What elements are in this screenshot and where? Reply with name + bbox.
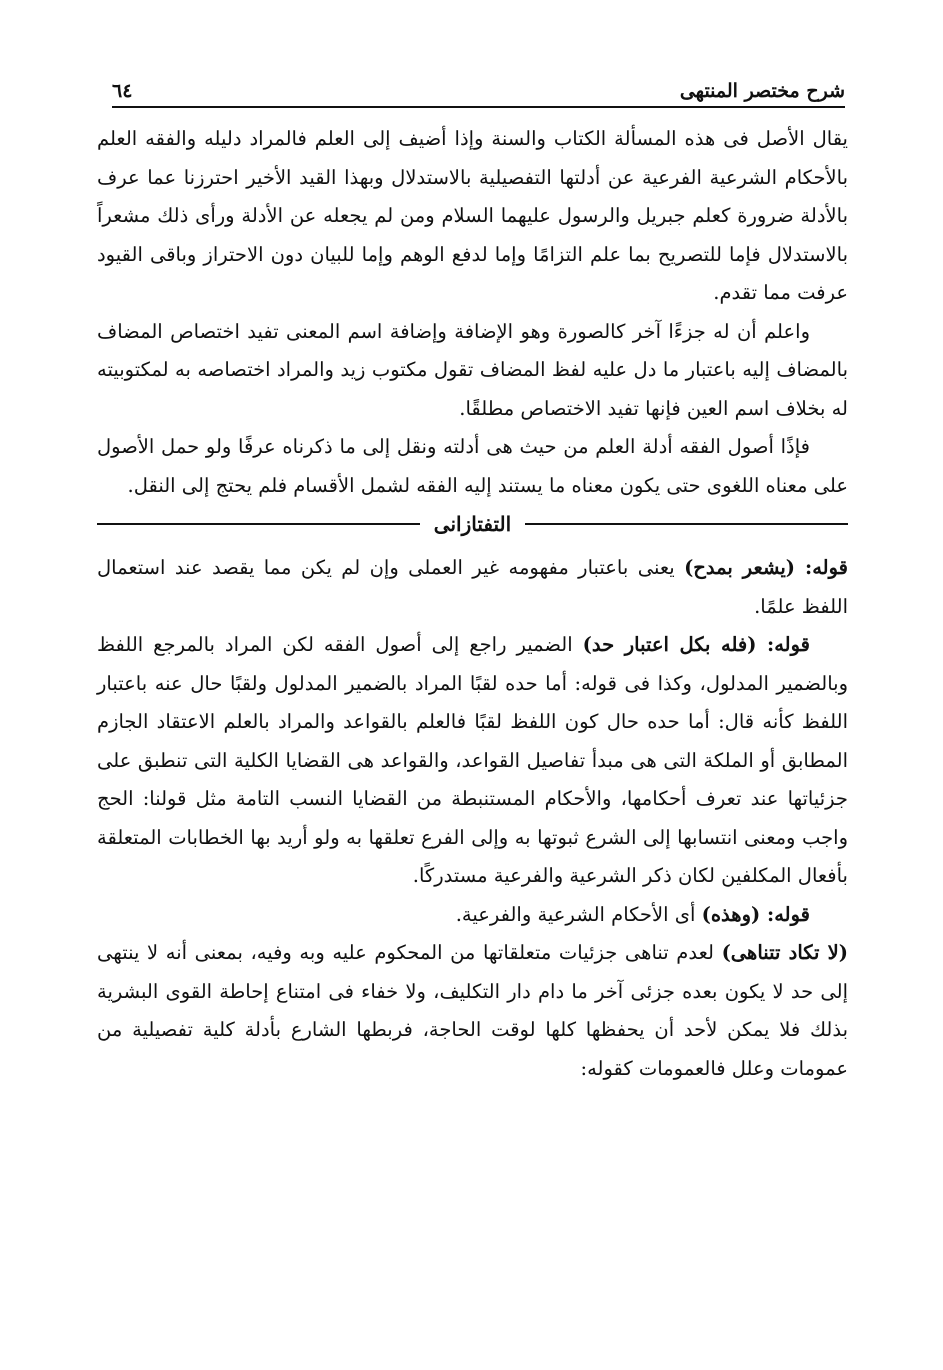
commentary-lead: (لا تكاد تتناهى) — [721, 941, 848, 964]
main-paragraph: فإذًا أصول الفقه أدلة العلم من حيث هى أدلته ونقل إلى ما ذكرناه عرفًا ولو حمل الأصول على معناه اللغوى حتى يكون معناه ما يستند إليه الفقه لشمل الأقسام فلم يحتج إلى النقل. — [97, 435, 848, 497]
commentary-lead: قوله: (فله بكل اعتبار حد) — [582, 633, 810, 656]
commentary-lead: قوله: (وهذه) — [701, 902, 810, 926]
commentary-paragraph — [97, 626, 848, 896]
commentary-text: يعنى باعتبار مفهومه غير العملى وإن لم يكن مما يقصد عند استعمال اللفظ علمًا. — [97, 556, 848, 618]
running-header — [112, 72, 845, 102]
main-paragraph: يقال الأصل فى هذه المسألة الكتاب والسنة وإذا أضيف إلى العلم فالمراد دليله والفقه العلم بالأحكام الشرعية الفرعية عن أدلتها التفصيلية بالاستدلال وبهذا القيد الأخير احترزنا عما عرف بالأدلة ضرورة كعلم جبريل والرسول عليهما السلام ومن لم يجعله عن الأدلة ورأى ذلك مشعراً بالاستدلال فإما للتصريح بما علم التزامًا وإما لدفع الوهم وإما للبيان دون الاحتراز وباقى القيود عرفت مما تقدم. — [97, 127, 848, 304]
commentary-lead: قوله: (يشعر بمدح) — [684, 556, 848, 579]
commentary-text: أى الأحكام الشرعية والفرعية. — [455, 902, 702, 926]
commentary-text: الضمير راجع إلى أصول الفقه لكن المراد بالمرجع اللفظ وبالضمير المدلول، وكذا فى قوله: أما حده لقبًا المراد بالضمير المدلول ولقبًا حال عنه باعتبار اللفظ كأنه قال: أما حده حال كون اللفظ لقبًا فالعلم بالقواعد والمراد بالعلم الاعتقاد الجازم المطابق أو الملكة التى هى مبدأ تفاصيل القواعد، والقواعد هى القضايا الكلية التى تنطبق على جزئياتها عند تعرف أحكامها، والأحكام المستنبطة من القضايا النسب التامة مثل قولنا: الحج واجب ومعنى انتسابها إلى الشرع ثبوتها به وإلى الفرع تعلقها به ولو أريد بها الخطابات المتعلقة بأفعال المكلفين لكان ذكر الشرعية والفرعية مستدركًا. — [97, 633, 848, 887]
book-title: شرح مختصر المنتهى — [679, 80, 845, 102]
commentary-paragraph — [97, 549, 848, 626]
commentary-text: لعدم تناهى جزئيات متعلقاتها من المحكوم عليه وبه وفيه، بمعنى أنه لا ينتهى إلى حد لا يكون بعده جزئى آخر ما دام دار التكليف، ولا خفاء فى امتناع إحاطة القوى البشرية بذلك فلا يمكن لأحد أن يحفظها كلها لوقت الحاجة، فربطها الشارع بأدلة كلية تفصيلية من عمومات وعلل فالعمومات كقوله: — [97, 941, 848, 1080]
section-label: التفتازانى — [433, 511, 512, 536]
commentary-paragraph — [97, 896, 848, 935]
page-body — [97, 120, 848, 1088]
separator-rule-right — [525, 523, 848, 525]
main-paragraph: واعلم أن له جزءًا آخر كالصورة وهو الإضافة وإضافة اسم المعنى تفيد اختصاص المضاف بالمضاف إليه باعتبار ما دل عليه لفظ المضاف تقول مكتوب زيد والمراد اختصاصه به لمكتوبيته له بخلاف اسم العين فإنها تفيد الاختصاص مطلقًا. — [97, 319, 848, 420]
separator-rule-left — [97, 523, 420, 525]
section-separator — [97, 505, 848, 543]
commentary-paragraph — [97, 934, 848, 1088]
page-number: ٦٤ — [112, 80, 133, 102]
header-rule — [112, 106, 845, 108]
